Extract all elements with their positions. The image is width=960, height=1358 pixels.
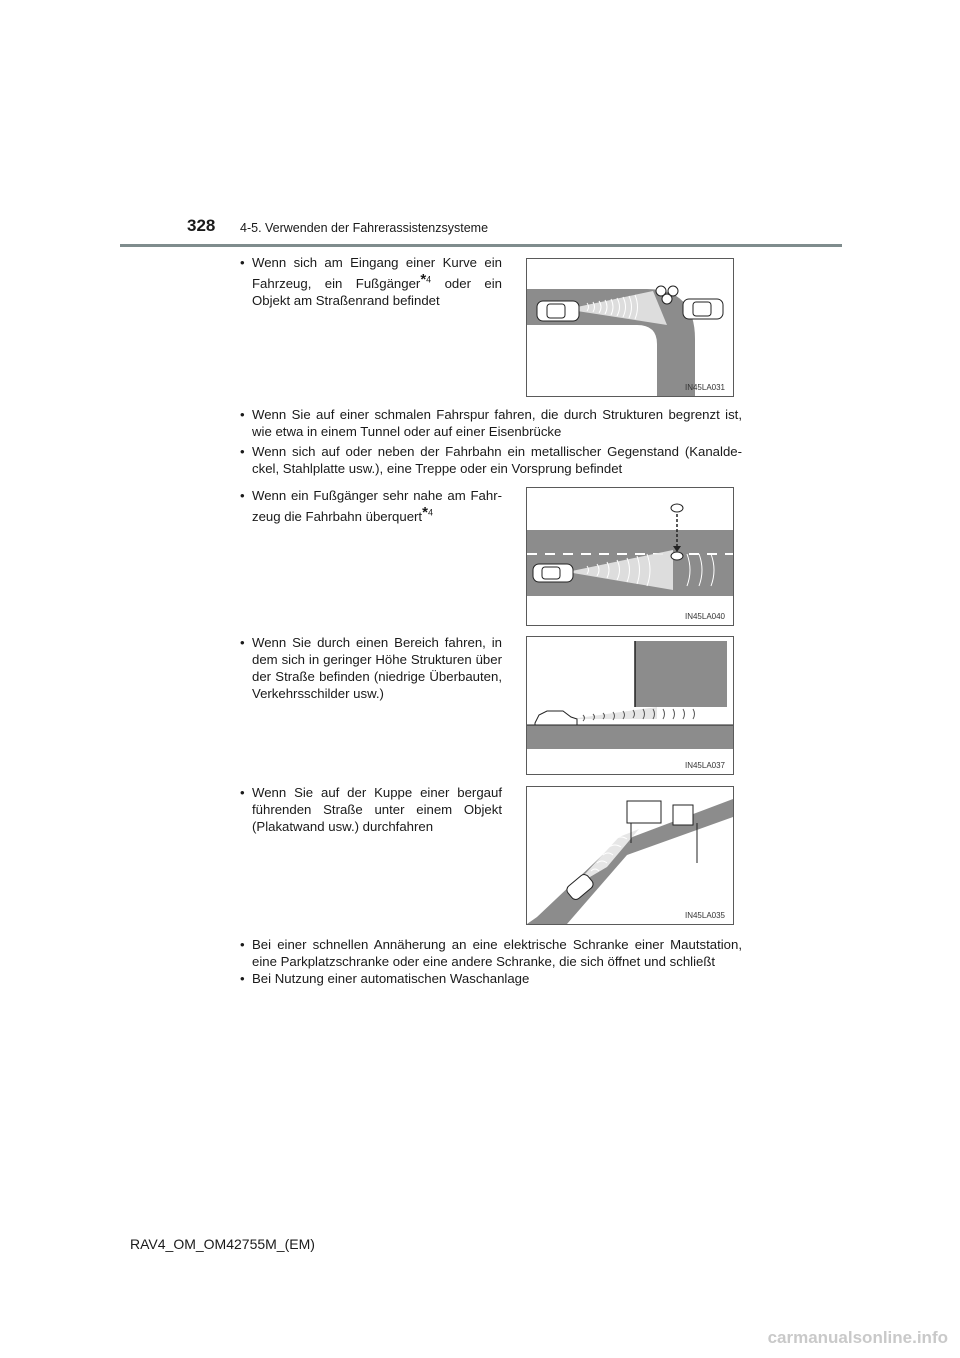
item-curve — [240, 254, 502, 309]
item-gate — [240, 936, 742, 970]
text-line: Verkehrsschilder usw.) — [252, 686, 384, 701]
figure-overhead — [526, 636, 734, 775]
bullet: • — [240, 444, 245, 459]
text-line: führenden Straße unter einem Objekt — [252, 802, 502, 817]
bullet: • — [240, 407, 245, 422]
item-hill-crest — [240, 784, 502, 835]
item-narrow-lane — [240, 406, 742, 440]
text-line: dem sich in geringer Höhe Strukturen über — [252, 652, 502, 667]
text-line: Wenn Sie auf einer schmalen Fahrspur fahren, die durch Strukturen begrenzt ist, — [252, 407, 742, 422]
bullet: • — [240, 785, 245, 800]
text-line: eine Parkplatzschranke oder eine andere Schranke, die sich öffnet und schließt — [252, 954, 716, 969]
curve-illustration — [527, 259, 733, 396]
item-low-structures — [240, 634, 502, 702]
bullet: • — [240, 635, 245, 650]
text-line: zeug die Fahrbahn überquert*$^4$ — [252, 504, 433, 524]
item-metal-object — [240, 443, 742, 477]
footnote-number: 4 — [426, 274, 432, 285]
text-line: Bei Nutzung einer automatischen Waschanlage — [252, 971, 530, 986]
text-line: Wenn sich auf oder neben der Fahrbahn ein metallischer Gegenstand (Kanalde- — [252, 444, 742, 459]
crest-illustration — [527, 787, 733, 924]
text-line: wie etwa in einem Tunnel oder auf einer Eisenbrücke — [252, 424, 562, 439]
item-pedestrian — [240, 487, 502, 525]
footnote-marker: * — [420, 271, 427, 288]
figure-curve — [526, 258, 734, 397]
figure-code: IN45LA035 — [684, 911, 725, 920]
figure-code: IN45LA031 — [684, 383, 725, 392]
text-line: Wenn sich am Eingang einer Kurve ein — [252, 255, 502, 270]
figure-code: IN45LA040 — [684, 612, 725, 621]
text-line: Wenn ein Fußgänger sehr nahe am Fahr- — [252, 488, 502, 503]
overhead-illustration — [527, 637, 733, 774]
bullet: • — [240, 255, 245, 270]
text-line: ckel, Stahlplatte usw.), eine Treppe oder ein Vorsprung befindet — [252, 461, 623, 476]
text-line: der Straße befinden (niedrige Überbauten, — [252, 669, 502, 684]
bullet: • — [240, 937, 245, 952]
bullet: • — [240, 971, 245, 986]
bullet: • — [240, 488, 245, 503]
text-line: Bei einer schnellen Annäherung an eine elektrische Schranke einer Mautstation, — [252, 937, 742, 952]
watermark: carmanualsonline.info — [767, 1328, 948, 1347]
header-rule — [120, 244, 842, 247]
footer-doc-id: RAV4_OM_OM42755M_(EM) — [130, 1236, 315, 1252]
figure-code: IN45LA037 — [684, 761, 725, 770]
item-car-wash — [240, 970, 742, 987]
footnote-marker: * — [422, 504, 428, 521]
text-line: Fahrzeug, ein Fußgänger*$^4$ oder ein — [252, 271, 502, 291]
figure-pedestrian — [526, 487, 734, 626]
text-line: (Plakatwand usw.) durchfahren — [252, 819, 434, 834]
text-line: Wenn Sie auf der Kuppe einer bergauf — [252, 785, 502, 800]
text-line: Objekt am Straßenrand befindet — [252, 293, 440, 308]
figure-crest — [526, 786, 734, 925]
text-line: Wenn Sie durch einen Bereich fahren, in — [252, 635, 502, 650]
page-number: 328 — [187, 216, 216, 235]
footnote-number: 4 — [427, 507, 433, 518]
section-title: 4-5. Verwenden der Fahrerassistenzsysteme — [240, 221, 489, 235]
pedestrian-illustration — [527, 488, 733, 625]
